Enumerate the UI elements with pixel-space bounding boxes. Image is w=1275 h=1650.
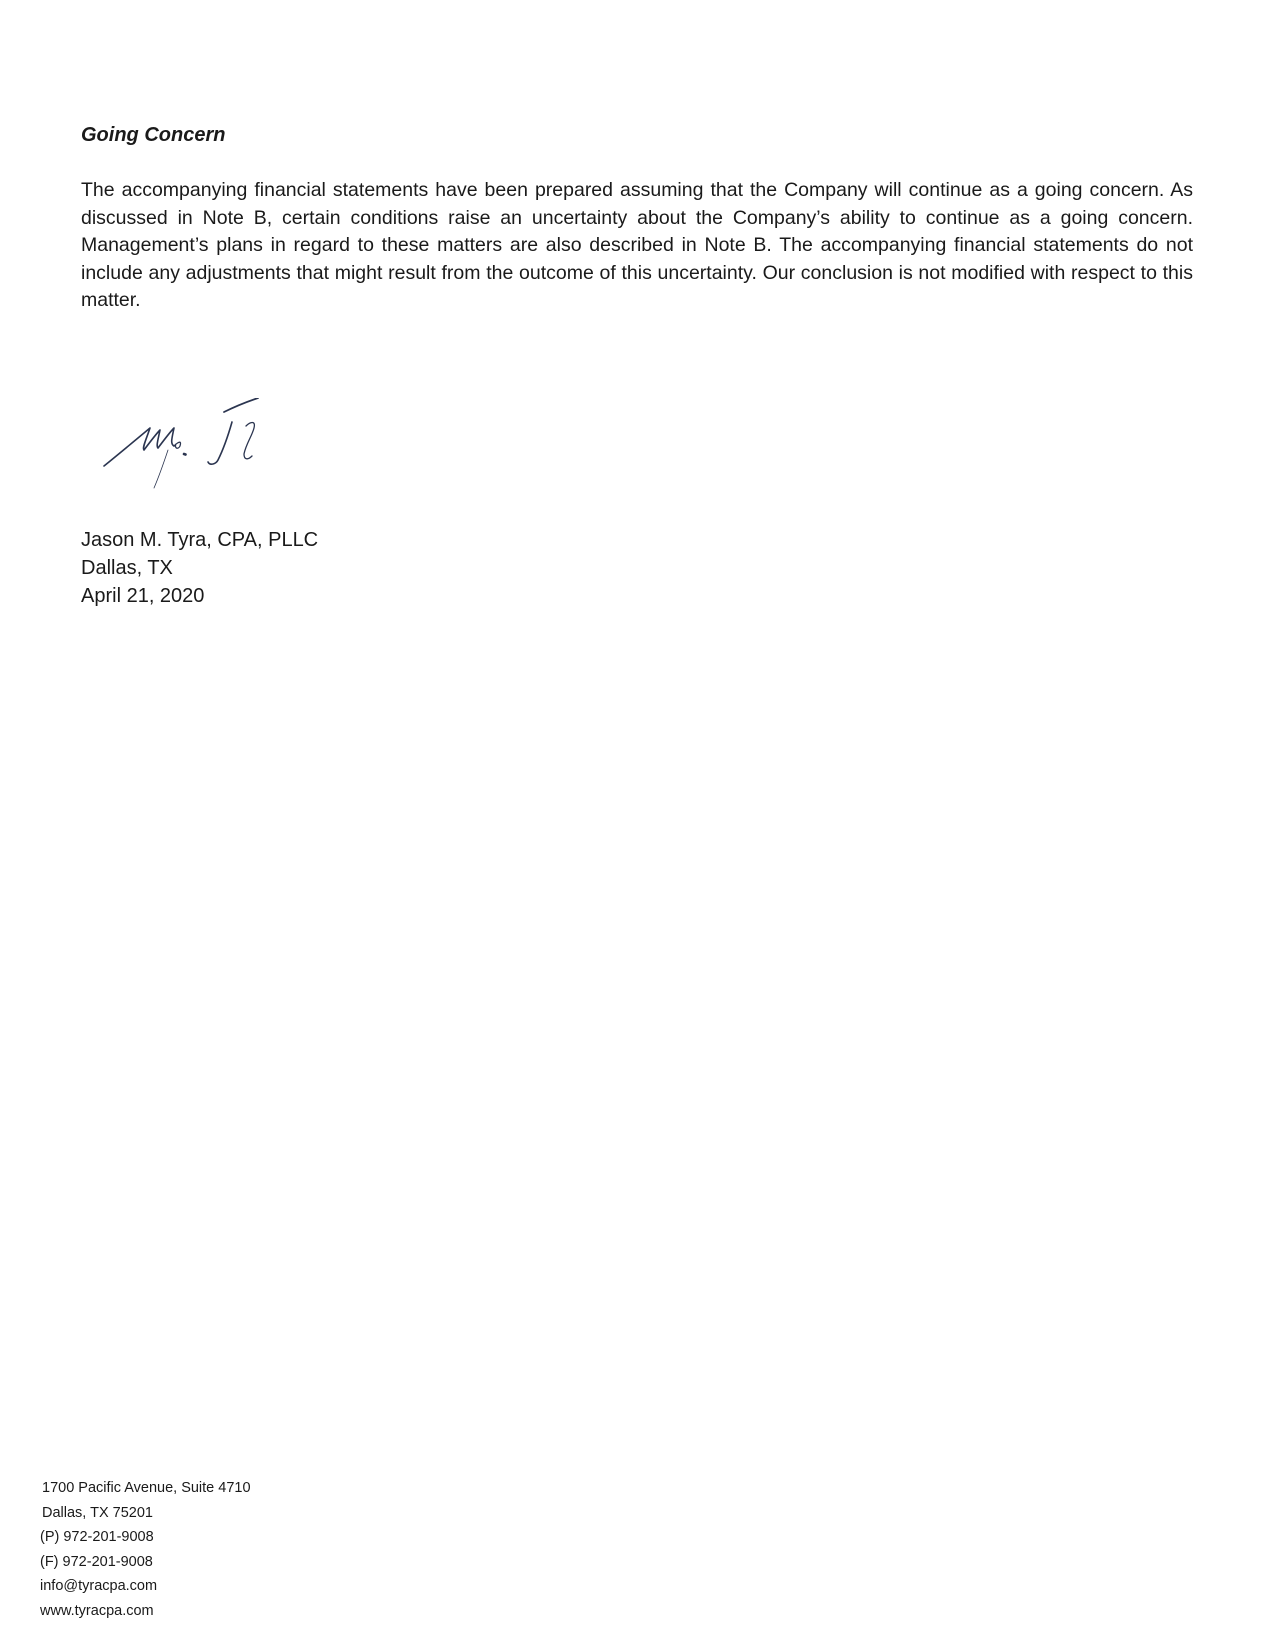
going-concern-paragraph: The accompanying financial statements have been prepared assuming that the Company will continue as a going concern. As discussed in Note B, certain conditions raise an uncertainty about the Company’s ability to continue as a going concern. Management’s plans in regard to these matters are also described in Note B. The accompanying financial statements do not include any adjustments that might result from the outcome of this uncertainty. Our conclusion is not modified with respect to this matter. bbox=[81, 179, 1193, 311]
footer-email: info@tyracpa.com bbox=[40, 1578, 158, 1594]
footer-address-line1: 1700 Pacific Avenue, Suite 4710 bbox=[42, 1480, 251, 1496]
footer-fax: (F) 972-201-9008 bbox=[40, 1553, 153, 1570]
footer-phone: (P) 972-201-9008 bbox=[40, 1529, 154, 1545]
signature-icon bbox=[98, 398, 318, 518]
report-date: April 21, 2020 bbox=[81, 585, 205, 607]
footer-website: www.tyracpa.com bbox=[40, 1602, 154, 1619]
footer-contact bbox=[40, 1476, 251, 1623]
section-heading: Going Concern bbox=[81, 124, 226, 146]
footer-address-line2: Dallas, TX 75201 bbox=[42, 1504, 153, 1521]
signer-location: Dallas, TX bbox=[81, 557, 173, 579]
signer-block bbox=[81, 526, 318, 610]
signer-name: Jason M. Tyra, CPA, PLLC bbox=[81, 529, 319, 551]
